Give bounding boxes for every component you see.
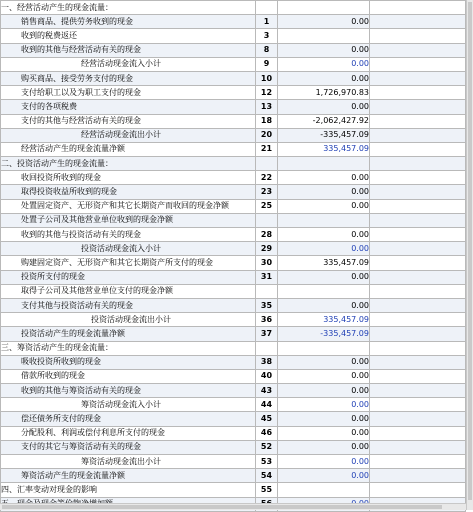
item-name-cell: 四、汇率变动对现金的影响 xyxy=(1,483,256,497)
empty-cell[interactable] xyxy=(370,29,466,43)
item-name-cell: 经营活动现金流出小计 xyxy=(1,128,256,142)
vertical-scroll-thumb[interactable] xyxy=(468,2,472,500)
empty-cell[interactable] xyxy=(370,71,466,85)
item-name-cell: 支付的其他与经营活动有关的现金 xyxy=(1,114,256,128)
table-row[interactable] xyxy=(1,313,466,327)
amount-cell[interactable]: 0.00 xyxy=(278,412,370,426)
empty-cell[interactable] xyxy=(370,199,466,213)
item-name-cell: 一、经营活动产生的现金流量： xyxy=(1,1,256,15)
empty-cell[interactable] xyxy=(370,270,466,284)
item-name-cell: 分配股利、利润或偿付利息所支付的现金 xyxy=(1,426,256,440)
line-number-cell: 52 xyxy=(256,440,278,454)
item-name-cell: 收到的税费返还 xyxy=(1,29,256,43)
empty-cell[interactable] xyxy=(370,57,466,71)
line-number-cell: 9 xyxy=(256,57,278,71)
item-name-cell: 偿还债务所支付的现金 xyxy=(1,412,256,426)
table-row[interactable] xyxy=(1,284,466,298)
empty-cell[interactable] xyxy=(370,455,466,469)
item-name-cell: 经营活动现金流入小计 xyxy=(1,57,256,71)
item-name-cell: 支付其他与投资活动有关的现金 xyxy=(1,298,256,312)
table-row[interactable] xyxy=(1,426,466,440)
item-name-cell: 筹资活动产生的现金流量净额 xyxy=(1,469,256,483)
line-number-cell: 1 xyxy=(256,15,278,29)
item-name-cell: 三、筹资活动产生的现金流量： xyxy=(1,341,256,355)
table-row[interactable] xyxy=(1,455,466,469)
table-row[interactable] xyxy=(1,341,466,355)
amount-cell[interactable]: 0.00 xyxy=(278,469,370,483)
table-row[interactable] xyxy=(1,86,466,100)
table-row[interactable] xyxy=(1,213,466,227)
empty-cell[interactable] xyxy=(370,313,466,327)
line-number-cell: 3 xyxy=(256,29,278,43)
amount-cell[interactable] xyxy=(278,157,370,171)
table-row[interactable] xyxy=(1,256,466,270)
line-number-cell: 55 xyxy=(256,483,278,497)
table-row[interactable] xyxy=(1,369,466,383)
empty-cell[interactable] xyxy=(370,15,466,29)
table-row[interactable] xyxy=(1,43,466,57)
line-number-cell: 36 xyxy=(256,313,278,327)
item-name-cell: 投资所支付的现金 xyxy=(1,270,256,284)
empty-cell[interactable] xyxy=(370,213,466,227)
table-row[interactable] xyxy=(1,114,466,128)
item-name-cell: 支付的其它与筹资活动有关的现金 xyxy=(1,440,256,454)
amount-cell[interactable] xyxy=(278,1,370,15)
item-name-cell: 取得投资收益所收到的现金 xyxy=(1,185,256,199)
empty-cell[interactable] xyxy=(370,228,466,242)
line-number-cell: 46 xyxy=(256,426,278,440)
table-row[interactable] xyxy=(1,398,466,412)
amount-cell[interactable]: 0.00 xyxy=(278,199,370,213)
empty-cell[interactable] xyxy=(370,369,466,383)
horizontal-scrollbar[interactable] xyxy=(0,503,466,510)
amount-cell[interactable] xyxy=(278,29,370,43)
table-row[interactable] xyxy=(1,242,466,256)
table-row[interactable] xyxy=(1,15,466,29)
line-number-cell xyxy=(256,213,278,227)
item-name-cell: 收到的其他与经营活动有关的现金 xyxy=(1,43,256,57)
line-number-cell: 31 xyxy=(256,270,278,284)
empty-cell[interactable] xyxy=(370,100,466,114)
amount-cell[interactable] xyxy=(278,483,370,497)
table-row[interactable] xyxy=(1,57,466,71)
amount-cell[interactable]: 0.00 xyxy=(278,426,370,440)
empty-cell[interactable] xyxy=(370,412,466,426)
item-name-cell: 借款所收到的现金 xyxy=(1,369,256,383)
empty-cell[interactable] xyxy=(370,142,466,156)
table-row[interactable] xyxy=(1,29,466,43)
empty-cell[interactable] xyxy=(370,355,466,369)
item-name-cell: 支付的各项税费 xyxy=(1,100,256,114)
amount-cell[interactable] xyxy=(278,213,370,227)
item-name-cell: 支付给职工以及为职工支付的现金 xyxy=(1,86,256,100)
amount-cell[interactable]: 0.00 xyxy=(278,15,370,29)
amount-cell[interactable]: 0.00 xyxy=(278,100,370,114)
table-row[interactable] xyxy=(1,100,466,114)
line-number-cell: 13 xyxy=(256,100,278,114)
item-name-cell: 处置固定资产、无形资产和其它长期资产而收回的现金净额 xyxy=(1,199,256,213)
item-name-cell: 收到的其他与筹资活动有关的现金 xyxy=(1,384,256,398)
amount-cell[interactable]: 0.00 xyxy=(278,270,370,284)
table-row[interactable] xyxy=(1,270,466,284)
table-row[interactable] xyxy=(1,142,466,156)
line-number-cell: 21 xyxy=(256,142,278,156)
line-number-cell: 45 xyxy=(256,412,278,426)
amount-cell[interactable]: 335,457.09 xyxy=(278,313,370,327)
line-number-cell: 29 xyxy=(256,242,278,256)
amount-cell[interactable]: 0.00 xyxy=(278,228,370,242)
amount-cell[interactable]: 0.00 xyxy=(278,369,370,383)
item-name-cell: 处置子公司及其他营业单位收到的现金净额 xyxy=(1,213,256,227)
line-number-cell: 18 xyxy=(256,114,278,128)
table-row[interactable] xyxy=(1,1,466,15)
amount-cell[interactable]: 0.00 xyxy=(278,384,370,398)
item-name-cell: 经营活动产生的现金流量净额 xyxy=(1,142,256,156)
empty-cell[interactable] xyxy=(370,298,466,312)
item-name-cell: 投资活动产生的现金流量净额 xyxy=(1,327,256,341)
table-row[interactable] xyxy=(1,171,466,185)
table-row[interactable] xyxy=(1,298,466,312)
item-name-cell: 筹资活动现金流入小计 xyxy=(1,398,256,412)
amount-cell[interactable]: -335,457.09 xyxy=(278,128,370,142)
amount-cell[interactable]: -335,457.09 xyxy=(278,327,370,341)
item-name-cell: 取得子公司及其他营业单位支付的现金净额 xyxy=(1,284,256,298)
line-number-cell xyxy=(256,284,278,298)
horizontal-scroll-thumb[interactable] xyxy=(2,505,442,509)
line-number-cell: 43 xyxy=(256,384,278,398)
empty-cell[interactable] xyxy=(370,284,466,298)
table-row[interactable] xyxy=(1,440,466,454)
line-number-cell: 54 xyxy=(256,469,278,483)
amount-cell[interactable]: 0.00 xyxy=(278,171,370,185)
line-number-cell xyxy=(256,157,278,171)
item-name-cell: 吸收投资所收到的现金 xyxy=(1,355,256,369)
empty-cell[interactable] xyxy=(370,426,466,440)
line-number-cell: 40 xyxy=(256,369,278,383)
empty-cell[interactable] xyxy=(370,171,466,185)
line-number-cell: 23 xyxy=(256,185,278,199)
table-row[interactable] xyxy=(1,469,466,483)
item-name-cell: 投资活动现金流入小计 xyxy=(1,242,256,256)
empty-cell[interactable] xyxy=(370,483,466,497)
empty-cell[interactable] xyxy=(370,43,466,57)
line-number-cell: 30 xyxy=(256,256,278,270)
table-row[interactable] xyxy=(1,199,466,213)
table-row[interactable] xyxy=(1,157,466,171)
line-number-cell xyxy=(256,1,278,15)
line-number-cell: 35 xyxy=(256,298,278,312)
item-name-cell: 销售商品、提供劳务收到的现金 xyxy=(1,15,256,29)
line-number-cell: 44 xyxy=(256,398,278,412)
line-number-cell: 22 xyxy=(256,171,278,185)
amount-cell[interactable]: 0.00 xyxy=(278,71,370,85)
empty-cell[interactable] xyxy=(370,114,466,128)
line-number-cell xyxy=(256,341,278,355)
line-number-cell: 10 xyxy=(256,71,278,85)
empty-cell[interactable] xyxy=(370,469,466,483)
empty-cell[interactable] xyxy=(370,341,466,355)
empty-cell[interactable] xyxy=(370,440,466,454)
empty-cell[interactable] xyxy=(370,327,466,341)
line-number-cell: 20 xyxy=(256,128,278,142)
amount-cell[interactable] xyxy=(278,284,370,298)
empty-cell[interactable] xyxy=(370,398,466,412)
empty-cell[interactable] xyxy=(370,128,466,142)
amount-cell[interactable]: 335,457.09 xyxy=(278,142,370,156)
amount-cell[interactable]: -2,062,427.92 xyxy=(278,114,370,128)
line-number-cell: 53 xyxy=(256,455,278,469)
table-row[interactable] xyxy=(1,384,466,398)
line-number-cell: 38 xyxy=(256,355,278,369)
line-number-cell: 12 xyxy=(256,86,278,100)
amount-cell[interactable]: 0.00 xyxy=(278,455,370,469)
amount-cell[interactable] xyxy=(278,341,370,355)
amount-cell[interactable]: 0.00 xyxy=(278,440,370,454)
amount-cell[interactable]: 0.00 xyxy=(278,298,370,312)
table-row[interactable] xyxy=(1,185,466,199)
item-name-cell: 购买商品、接受劳务支付的现金 xyxy=(1,71,256,85)
vertical-scrollbar[interactable] xyxy=(466,0,473,510)
cash-flow-rows xyxy=(1,1,466,512)
item-name-cell: 收回投资所收到的现金 xyxy=(1,171,256,185)
table-row[interactable] xyxy=(1,128,466,142)
line-number-cell: 28 xyxy=(256,228,278,242)
item-name-cell: 投资活动现金流出小计 xyxy=(1,313,256,327)
item-name-cell: 二、投资活动产生的现金流量： xyxy=(1,157,256,171)
empty-cell[interactable] xyxy=(370,86,466,100)
amount-cell[interactable]: 1,726,970.83 xyxy=(278,86,370,100)
empty-cell[interactable] xyxy=(370,157,466,171)
amount-cell[interactable]: 335,457.09 xyxy=(278,256,370,270)
line-number-cell: 8 xyxy=(256,43,278,57)
line-number-cell: 37 xyxy=(256,327,278,341)
table-row[interactable] xyxy=(1,355,466,369)
line-number-cell: 25 xyxy=(256,199,278,213)
item-name-cell: 筹资活动现金流出小计 xyxy=(1,455,256,469)
amount-cell[interactable]: 0.00 xyxy=(278,355,370,369)
table-row[interactable] xyxy=(1,412,466,426)
table-row[interactable] xyxy=(1,228,466,242)
table-row[interactable] xyxy=(1,71,466,85)
amount-cell[interactable]: 0.00 xyxy=(278,57,370,71)
empty-cell[interactable] xyxy=(370,384,466,398)
item-name-cell: 购建固定资产、无形资产和其它长期资产所支付的现金 xyxy=(1,256,256,270)
empty-cell[interactable] xyxy=(370,242,466,256)
amount-cell[interactable]: 0.00 xyxy=(278,242,370,256)
table-row[interactable] xyxy=(1,483,466,497)
item-name-cell: 收到的其他与投资活动有关的现金 xyxy=(1,228,256,242)
empty-cell[interactable] xyxy=(370,256,466,270)
amount-cell[interactable]: 0.00 xyxy=(278,43,370,57)
empty-cell[interactable] xyxy=(370,1,466,15)
amount-cell[interactable]: 0.00 xyxy=(278,185,370,199)
empty-cell[interactable] xyxy=(370,185,466,199)
amount-cell[interactable]: 0.00 xyxy=(278,398,370,412)
table-row[interactable] xyxy=(1,327,466,341)
